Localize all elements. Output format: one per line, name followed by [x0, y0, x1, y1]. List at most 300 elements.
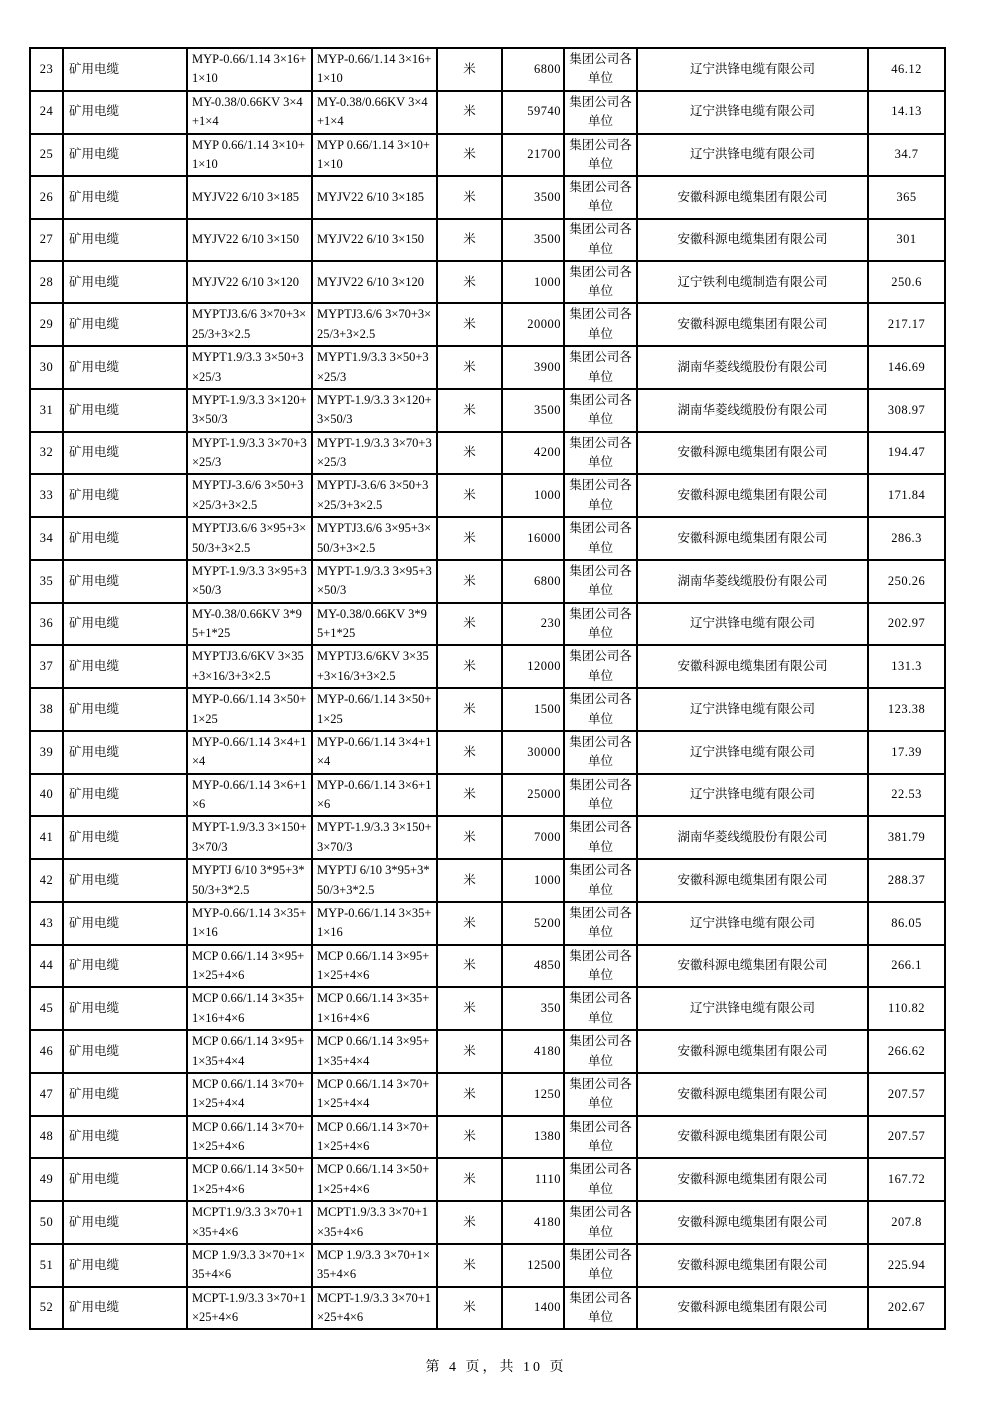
cell-row-number: 52	[29, 1286, 62, 1329]
cell-row-number: 25	[29, 133, 62, 176]
cell-price: 288.37	[867, 858, 944, 901]
cell-unit: 米	[436, 302, 501, 345]
cell-manufacturer: 湖南华菱线缆股份有限公司	[636, 345, 867, 388]
cell-price: 171.84	[867, 473, 944, 516]
cell-price: 110.82	[867, 986, 944, 1029]
cell-category: 矿用电缆	[62, 944, 186, 987]
cell-price: 207.57	[867, 1072, 944, 1115]
cell-spec-model-2: MY-0.38/0.66KV 3*95+1*25	[311, 602, 436, 645]
cell-manufacturer: 安徽科源电缆集团有限公司	[636, 1243, 867, 1286]
cell-category: 矿用电缆	[62, 516, 186, 559]
cell-quantity: 350	[501, 986, 563, 1029]
cell-unit: 米	[436, 260, 501, 302]
table-row	[29, 260, 944, 302]
cell-row-number: 23	[29, 47, 62, 90]
cell-quantity: 1380	[501, 1115, 563, 1158]
table-row	[29, 1115, 944, 1158]
cell-unit: 米	[436, 687, 501, 730]
table-row	[29, 901, 944, 944]
cell-manufacturer: 安徽科源电缆集团有限公司	[636, 1200, 867, 1243]
table-row	[29, 388, 944, 431]
cell-spec-model: MY-0.38/0.66KV 3*95+1*25	[186, 602, 311, 645]
page-number-footer: 第 4 页，共 10 页	[425, 1360, 567, 1375]
cell-spec-model-2: MYP-0.66/1.14 3×16+1×10	[311, 47, 436, 90]
table-row	[29, 559, 944, 602]
cell-row-number: 42	[29, 858, 62, 901]
cell-spec-model: MYP-0.66/1.14 3×6+1×6	[186, 773, 311, 816]
cell-spec-model-2: MCP 0.66/1.14 3×70+1×25+4×4	[311, 1072, 436, 1115]
cell-price: 46.12	[867, 47, 944, 90]
cell-unit: 米	[436, 944, 501, 987]
cell-row-number: 46	[29, 1029, 62, 1072]
cell-purchaser: 集团公司各单位	[563, 133, 636, 176]
cell-purchaser: 集团公司各单位	[563, 644, 636, 687]
cell-row-number: 50	[29, 1200, 62, 1243]
cell-manufacturer: 湖南华菱线缆股份有限公司	[636, 559, 867, 602]
cell-price: 34.7	[867, 133, 944, 176]
cell-purchaser: 集团公司各单位	[563, 1029, 636, 1072]
cell-unit: 米	[436, 1157, 501, 1200]
cell-category: 矿用电缆	[62, 986, 186, 1029]
cell-row-number: 45	[29, 986, 62, 1029]
table-row	[29, 1243, 944, 1286]
table-row	[29, 175, 944, 217]
cell-spec-model: MCPT1.9/3.3 3×70+1×35+4×6	[186, 1200, 311, 1243]
cell-unit: 米	[436, 773, 501, 816]
cell-spec-model: MYPTJ-3.6/6 3×50+3×25/3+3×2.5	[186, 473, 311, 516]
cell-manufacturer: 辽宁洪锋电缆有限公司	[636, 730, 867, 773]
cell-purchaser: 集团公司各单位	[563, 687, 636, 730]
cell-unit: 米	[436, 47, 501, 90]
cell-manufacturer: 辽宁洪锋电缆有限公司	[636, 90, 867, 133]
cell-quantity: 3900	[501, 345, 563, 388]
cell-price: 207.57	[867, 1115, 944, 1158]
cell-quantity: 4180	[501, 1200, 563, 1243]
cell-spec-model-2: MYP-0.66/1.14 3×50+1×25	[311, 687, 436, 730]
cell-manufacturer: 安徽科源电缆集团有限公司	[636, 944, 867, 987]
cell-price: 202.97	[867, 602, 944, 645]
cell-quantity: 12500	[501, 1243, 563, 1286]
cell-price: 301	[867, 218, 944, 260]
cell-quantity: 30000	[501, 730, 563, 773]
cell-quantity: 1000	[501, 858, 563, 901]
cell-row-number: 47	[29, 1072, 62, 1115]
cell-purchaser: 集团公司各单位	[563, 388, 636, 431]
cell-spec-model: MYPT1.9/3.3 3×50+3×25/3	[186, 345, 311, 388]
cell-spec-model: MCP 0.66/1.14 3×95+1×35+4×4	[186, 1029, 311, 1072]
cell-quantity: 1500	[501, 687, 563, 730]
cell-spec-model: MCP 0.66/1.14 3×95+1×25+4×6	[186, 944, 311, 987]
cell-spec-model-2: MYPTJ3.6/6 3×70+3×25/3+3×2.5	[311, 302, 436, 345]
cell-unit: 米	[436, 1115, 501, 1158]
cell-spec-model-2: MCP 1.9/3.3 3×70+1×35+4×6	[311, 1243, 436, 1286]
table-row	[29, 1286, 944, 1329]
table-row	[29, 516, 944, 559]
cell-row-number: 34	[29, 516, 62, 559]
table-row	[29, 944, 944, 987]
cell-spec-model: MYPTJ 6/10 3*95+3*50/3+3*2.5	[186, 858, 311, 901]
cell-unit: 米	[436, 1243, 501, 1286]
cell-spec-model: MYP-0.66/1.14 3×50+1×25	[186, 687, 311, 730]
cell-spec-model-2: MY-0.38/0.66KV 3×4+1×4	[311, 90, 436, 133]
cell-spec-model-2: MYPT-1.9/3.3 3×70+3×25/3	[311, 431, 436, 474]
cell-purchaser: 集团公司各单位	[563, 516, 636, 559]
cell-category: 矿用电缆	[62, 773, 186, 816]
cell-manufacturer: 辽宁洪锋电缆有限公司	[636, 47, 867, 90]
cell-purchaser: 集团公司各单位	[563, 302, 636, 345]
cell-purchaser: 集团公司各单位	[563, 773, 636, 816]
cell-purchaser: 集团公司各单位	[563, 858, 636, 901]
cell-row-number: 38	[29, 687, 62, 730]
cell-spec-model: MYP-0.66/1.14 3×16+1×10	[186, 47, 311, 90]
cell-row-number: 24	[29, 90, 62, 133]
cell-price: 17.39	[867, 730, 944, 773]
cell-spec-model-2: MCP 0.66/1.14 3×35+1×16+4×6	[311, 986, 436, 1029]
table-row	[29, 473, 944, 516]
table-row	[29, 431, 944, 474]
table-row	[29, 345, 944, 388]
cell-row-number: 30	[29, 345, 62, 388]
cell-quantity: 1000	[501, 473, 563, 516]
cell-price: 202.67	[867, 1286, 944, 1329]
cell-purchaser: 集团公司各单位	[563, 944, 636, 987]
cell-row-number: 49	[29, 1157, 62, 1200]
cell-spec-model-2: MYP 0.66/1.14 3×10+1×10	[311, 133, 436, 176]
cell-price: 131.3	[867, 644, 944, 687]
cell-category: 矿用电缆	[62, 388, 186, 431]
cell-quantity: 6800	[501, 47, 563, 90]
cell-quantity: 1250	[501, 1072, 563, 1115]
cell-quantity: 59740	[501, 90, 563, 133]
cell-purchaser: 集团公司各单位	[563, 730, 636, 773]
cell-spec-model-2: MYPT1.9/3.3 3×50+3×25/3	[311, 345, 436, 388]
cell-manufacturer: 湖南华菱线缆股份有限公司	[636, 815, 867, 858]
cell-purchaser: 集团公司各单位	[563, 218, 636, 260]
cell-unit: 米	[436, 431, 501, 474]
cell-unit: 米	[436, 473, 501, 516]
table-body	[29, 47, 944, 1328]
cell-spec-model-2: MYPT-1.9/3.3 3×120+3×50/3	[311, 388, 436, 431]
cell-category: 矿用电缆	[62, 1072, 186, 1115]
cell-unit: 米	[436, 1286, 501, 1329]
cell-category: 矿用电缆	[62, 1286, 186, 1329]
cell-purchaser: 集团公司各单位	[563, 1157, 636, 1200]
cell-spec-model-2: MCP 0.66/1.14 3×50+1×25+4×6	[311, 1157, 436, 1200]
cell-purchaser: 集团公司各单位	[563, 1200, 636, 1243]
cell-quantity: 7000	[501, 815, 563, 858]
cell-manufacturer: 辽宁铁利电缆制造有限公司	[636, 260, 867, 302]
cell-category: 矿用电缆	[62, 559, 186, 602]
cell-spec-model: MYP-0.66/1.14 3×35+1×16	[186, 901, 311, 944]
table-row	[29, 986, 944, 1029]
cell-category: 矿用电缆	[62, 858, 186, 901]
cell-manufacturer: 辽宁洪锋电缆有限公司	[636, 602, 867, 645]
table-row	[29, 47, 944, 90]
cell-manufacturer: 安徽科源电缆集团有限公司	[636, 858, 867, 901]
cell-row-number: 26	[29, 175, 62, 217]
cell-unit: 米	[436, 1029, 501, 1072]
cell-purchaser: 集团公司各单位	[563, 559, 636, 602]
cell-manufacturer: 安徽科源电缆集团有限公司	[636, 473, 867, 516]
cell-row-number: 27	[29, 218, 62, 260]
cell-quantity: 230	[501, 602, 563, 645]
cell-spec-model: MCP 0.66/1.14 3×70+1×25+4×6	[186, 1115, 311, 1158]
cell-category: 矿用电缆	[62, 133, 186, 176]
cell-spec-model-2: MCP 0.66/1.14 3×95+1×25+4×6	[311, 944, 436, 987]
cell-unit: 米	[436, 730, 501, 773]
cell-row-number: 32	[29, 431, 62, 474]
cell-unit: 米	[436, 815, 501, 858]
cell-spec-model: MYPT-1.9/3.3 3×70+3×25/3	[186, 431, 311, 474]
cell-quantity: 1000	[501, 260, 563, 302]
cell-spec-model-2: MYP-0.66/1.14 3×35+1×16	[311, 901, 436, 944]
cell-spec-model: MYPTJ3.6/6KV 3×35+3×16/3+3×2.5	[186, 644, 311, 687]
cell-category: 矿用电缆	[62, 260, 186, 302]
cell-category: 矿用电缆	[62, 1115, 186, 1158]
cell-category: 矿用电缆	[62, 901, 186, 944]
cell-quantity: 6800	[501, 559, 563, 602]
cell-spec-model-2: MYPT-1.9/3.3 3×95+3×50/3	[311, 559, 436, 602]
cell-price: 217.17	[867, 302, 944, 345]
cell-manufacturer: 安徽科源电缆集团有限公司	[636, 302, 867, 345]
cell-price: 365	[867, 175, 944, 217]
cell-quantity: 16000	[501, 516, 563, 559]
cell-spec-model: MCPT-1.9/3.3 3×70+1×25+4×6	[186, 1286, 311, 1329]
cell-quantity: 4850	[501, 944, 563, 987]
cell-purchaser: 集团公司各单位	[563, 1286, 636, 1329]
cell-manufacturer: 安徽科源电缆集团有限公司	[636, 175, 867, 217]
cell-unit: 米	[436, 901, 501, 944]
cell-purchaser: 集团公司各单位	[563, 260, 636, 302]
cell-spec-model: MY-0.38/0.66KV 3×4+1×4	[186, 90, 311, 133]
cell-spec-model: MYP-0.66/1.14 3×4+1×4	[186, 730, 311, 773]
table-row	[29, 1157, 944, 1200]
cell-purchaser: 集团公司各单位	[563, 1115, 636, 1158]
cell-quantity: 20000	[501, 302, 563, 345]
cell-purchaser: 集团公司各单位	[563, 175, 636, 217]
cell-spec-model-2: MCPT1.9/3.3 3×70+1×35+4×6	[311, 1200, 436, 1243]
cell-price: 250.6	[867, 260, 944, 302]
cell-spec-model: MYJV22 6/10 3×120	[186, 260, 311, 302]
table-row	[29, 644, 944, 687]
cell-row-number: 31	[29, 388, 62, 431]
cell-quantity: 3500	[501, 388, 563, 431]
cell-quantity: 4200	[501, 431, 563, 474]
table-row	[29, 302, 944, 345]
cell-purchaser: 集团公司各单位	[563, 602, 636, 645]
cell-manufacturer: 安徽科源电缆集团有限公司	[636, 431, 867, 474]
cell-unit: 米	[436, 175, 501, 217]
cell-quantity: 1400	[501, 1286, 563, 1329]
cell-category: 矿用电缆	[62, 473, 186, 516]
cell-category: 矿用电缆	[62, 815, 186, 858]
cell-price: 266.1	[867, 944, 944, 987]
cell-unit: 米	[436, 388, 501, 431]
cell-purchaser: 集团公司各单位	[563, 1243, 636, 1286]
cell-spec-model-2: MYJV22 6/10 3×185	[311, 175, 436, 217]
table-row	[29, 1072, 944, 1115]
cell-manufacturer: 辽宁洪锋电缆有限公司	[636, 773, 867, 816]
cell-category: 矿用电缆	[62, 218, 186, 260]
cell-spec-model: MCP 0.66/1.14 3×35+1×16+4×6	[186, 986, 311, 1029]
cell-price: 250.26	[867, 559, 944, 602]
cell-category: 矿用电缆	[62, 175, 186, 217]
cell-spec-model: MYPTJ3.6/6 3×95+3×50/3+3×2.5	[186, 516, 311, 559]
cell-spec-model-2: MYP-0.66/1.14 3×6+1×6	[311, 773, 436, 816]
cell-category: 矿用电缆	[62, 345, 186, 388]
cell-purchaser: 集团公司各单位	[563, 90, 636, 133]
cell-manufacturer: 辽宁洪锋电缆有限公司	[636, 901, 867, 944]
cell-price: 22.53	[867, 773, 944, 816]
cell-purchaser: 集团公司各单位	[563, 431, 636, 474]
cell-quantity: 12000	[501, 644, 563, 687]
cell-category: 矿用电缆	[62, 1157, 186, 1200]
cell-purchaser: 集团公司各单位	[563, 345, 636, 388]
cell-quantity: 3500	[501, 218, 563, 260]
cell-spec-model: MYPT-1.9/3.3 3×95+3×50/3	[186, 559, 311, 602]
cell-purchaser: 集团公司各单位	[563, 473, 636, 516]
cell-spec-model: MCP 0.66/1.14 3×50+1×25+4×6	[186, 1157, 311, 1200]
cell-category: 矿用电缆	[62, 47, 186, 90]
cell-unit: 米	[436, 133, 501, 176]
cell-spec-model-2: MYPT-1.9/3.3 3×150+3×70/3	[311, 815, 436, 858]
cell-row-number: 44	[29, 944, 62, 987]
cell-manufacturer: 辽宁洪锋电缆有限公司	[636, 133, 867, 176]
cell-row-number: 28	[29, 260, 62, 302]
cell-purchaser: 集团公司各单位	[563, 815, 636, 858]
cell-unit: 米	[436, 986, 501, 1029]
cell-quantity: 25000	[501, 773, 563, 816]
cell-row-number: 36	[29, 602, 62, 645]
cell-quantity: 5200	[501, 901, 563, 944]
cell-row-number: 48	[29, 1115, 62, 1158]
cell-purchaser: 集团公司各单位	[563, 901, 636, 944]
cell-row-number: 37	[29, 644, 62, 687]
cell-unit: 米	[436, 559, 501, 602]
cell-manufacturer: 辽宁洪锋电缆有限公司	[636, 986, 867, 1029]
cell-spec-model: MYPT-1.9/3.3 3×150+3×70/3	[186, 815, 311, 858]
cell-category: 矿用电缆	[62, 431, 186, 474]
table-row	[29, 1029, 944, 1072]
cell-spec-model: MCP 0.66/1.14 3×70+1×25+4×4	[186, 1072, 311, 1115]
cell-unit: 米	[436, 218, 501, 260]
cell-category: 矿用电缆	[62, 687, 186, 730]
cell-category: 矿用电缆	[62, 1200, 186, 1243]
table-row	[29, 730, 944, 773]
cell-manufacturer: 辽宁洪锋电缆有限公司	[636, 687, 867, 730]
cell-spec-model-2: MYPTJ-3.6/6 3×50+3×25/3+3×2.5	[311, 473, 436, 516]
cell-spec-model: MYP 0.66/1.14 3×10+1×10	[186, 133, 311, 176]
cell-spec-model-2: MYP-0.66/1.14 3×4+1×4	[311, 730, 436, 773]
cell-manufacturer: 安徽科源电缆集团有限公司	[636, 218, 867, 260]
cell-price: 266.62	[867, 1029, 944, 1072]
cell-price: 167.72	[867, 1157, 944, 1200]
cell-manufacturer: 安徽科源电缆集团有限公司	[636, 1157, 867, 1200]
table-row	[29, 773, 944, 816]
cell-category: 矿用电缆	[62, 90, 186, 133]
cell-category: 矿用电缆	[62, 1029, 186, 1072]
cell-price: 123.38	[867, 687, 944, 730]
cell-category: 矿用电缆	[62, 1243, 186, 1286]
cell-price: 286.3	[867, 516, 944, 559]
table-row	[29, 1200, 944, 1243]
cell-unit: 米	[436, 602, 501, 645]
cell-unit: 米	[436, 345, 501, 388]
cell-category: 矿用电缆	[62, 730, 186, 773]
table-row	[29, 90, 944, 133]
cell-quantity: 3500	[501, 175, 563, 217]
cell-quantity: 21700	[501, 133, 563, 176]
cell-spec-model-2: MYPTJ 6/10 3*95+3*50/3+3*2.5	[311, 858, 436, 901]
table-row	[29, 602, 944, 645]
cell-spec-model-2: MCP 0.66/1.14 3×70+1×25+4×6	[311, 1115, 436, 1158]
cell-price: 194.47	[867, 431, 944, 474]
cell-row-number: 33	[29, 473, 62, 516]
cell-price: 14.13	[867, 90, 944, 133]
cell-manufacturer: 安徽科源电缆集团有限公司	[636, 516, 867, 559]
cell-spec-model: MYJV22 6/10 3×185	[186, 175, 311, 217]
cell-spec-model-2: MCPT-1.9/3.3 3×70+1×25+4×6	[311, 1286, 436, 1329]
cell-purchaser: 集团公司各单位	[563, 1072, 636, 1115]
cell-manufacturer: 安徽科源电缆集团有限公司	[636, 1072, 867, 1115]
cell-price: 381.79	[867, 815, 944, 858]
cell-spec-model: MYPT-1.9/3.3 3×120+3×50/3	[186, 388, 311, 431]
table-row	[29, 815, 944, 858]
table-row	[29, 218, 944, 260]
cell-purchaser: 集团公司各单位	[563, 986, 636, 1029]
table-row	[29, 858, 944, 901]
cell-manufacturer: 安徽科源电缆集团有限公司	[636, 644, 867, 687]
cell-row-number: 35	[29, 559, 62, 602]
cell-price: 86.05	[867, 901, 944, 944]
cell-unit: 米	[436, 1200, 501, 1243]
table-row	[29, 687, 944, 730]
cell-category: 矿用电缆	[62, 602, 186, 645]
cell-category: 矿用电缆	[62, 302, 186, 345]
cell-spec-model-2: MYJV22 6/10 3×150	[311, 218, 436, 260]
cell-price: 225.94	[867, 1243, 944, 1286]
cell-price: 308.97	[867, 388, 944, 431]
cell-unit: 米	[436, 644, 501, 687]
cell-purchaser: 集团公司各单位	[563, 47, 636, 90]
cell-spec-model: MCP 1.9/3.3 3×70+1×35+4×6	[186, 1243, 311, 1286]
cell-row-number: 29	[29, 302, 62, 345]
cell-spec-model-2: MYPTJ3.6/6 3×95+3×50/3+3×2.5	[311, 516, 436, 559]
cell-manufacturer: 安徽科源电缆集团有限公司	[636, 1115, 867, 1158]
cell-manufacturer: 安徽科源电缆集团有限公司	[636, 1029, 867, 1072]
cell-spec-model-2: MCP 0.66/1.14 3×95+1×35+4×4	[311, 1029, 436, 1072]
cell-price: 146.69	[867, 345, 944, 388]
cell-unit: 米	[436, 1072, 501, 1115]
cell-spec-model-2: MYJV22 6/10 3×120	[311, 260, 436, 302]
cell-category: 矿用电缆	[62, 644, 186, 687]
cell-quantity: 1110	[501, 1157, 563, 1200]
cell-spec-model: MYPTJ3.6/6 3×70+3×25/3+3×2.5	[186, 302, 311, 345]
cell-row-number: 51	[29, 1243, 62, 1286]
cell-unit: 米	[436, 858, 501, 901]
cell-spec-model-2: MYPTJ3.6/6KV 3×35+3×16/3+3×2.5	[311, 644, 436, 687]
table-row	[29, 133, 944, 176]
cell-row-number: 40	[29, 773, 62, 816]
cell-row-number: 41	[29, 815, 62, 858]
cell-unit: 米	[436, 90, 501, 133]
cell-row-number: 39	[29, 730, 62, 773]
cell-quantity: 4180	[501, 1029, 563, 1072]
cable-price-table	[29, 47, 946, 1330]
cell-manufacturer: 安徽科源电缆集团有限公司	[636, 1286, 867, 1329]
cell-price: 207.8	[867, 1200, 944, 1243]
cell-row-number: 43	[29, 901, 62, 944]
